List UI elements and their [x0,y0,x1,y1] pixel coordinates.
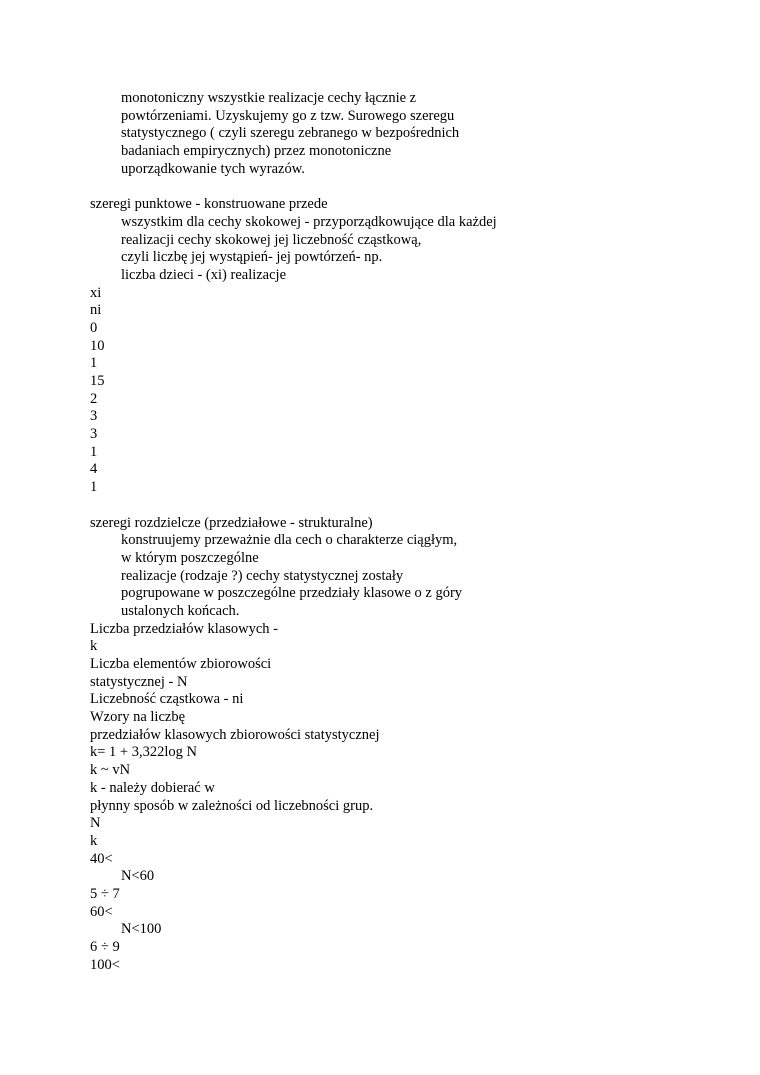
table-cell: 3 [90,408,98,425]
text-line: płynny sposób w zależności od liczebności grup. [90,797,374,814]
table-cell: 2 [90,390,98,407]
k-table [90,815,690,974]
formula-line: k= 1 + 3,322log N [90,744,197,761]
text-line: powtórzeniami. Uzyskujemy go z tzw. Surowego szeregu [121,107,455,124]
text-line: statystycznej - N [90,673,188,690]
text-line: k [90,638,98,655]
text-line: pogrupowane w poszczególne przedziały klasowe o z góry [121,585,463,602]
formula-line: k ~ vN [90,762,131,779]
text-line: liczba dzieci - (xi) realizacje [121,266,287,283]
table-cell: 4 [90,461,98,478]
section-punktowe [90,196,690,497]
table-header-cell: k [90,832,98,849]
table-cell: 10 [90,337,105,354]
frequency-table [90,285,690,497]
table-cell: N<100 [121,921,162,938]
table-cell: 0 [90,319,98,336]
text-line: badaniach empirycznych) przez monotoniczne [121,143,392,160]
table-header-cell: xi [90,284,102,301]
text-line: statystycznego ( czyli szeregu zebranego w bezpośrednich [121,125,460,142]
table-cell: 1 [90,443,98,460]
table-cell: 1 [90,355,98,372]
section-heading: szeregi rozdzielcze (przedziałowe - strukturalne) [90,514,373,531]
table-cell: N<60 [121,868,155,885]
spacer [90,497,690,515]
table-cell: 15 [90,373,105,389]
table-cell: 1 [90,479,98,496]
text-line: uporządkowanie tych wyrazów. [121,160,305,177]
page-content [90,90,690,974]
text-line: Liczebność cząstkowa - ni [90,691,244,708]
intro-paragraph [90,90,690,178]
section-rozdzielcze [90,515,690,621]
table-cell: 5 ÷ 7 [90,885,120,902]
section-heading: szeregi punktowe - konstruowane przede [90,196,328,213]
text-line: w którym poszczególne [121,549,259,566]
text-line: realizacji cechy skokowej jej liczebność cząstkową, [121,231,422,248]
text-line: ustalonych końcach. [121,602,240,619]
text-line: Liczba przedziałów klasowych - [90,620,279,637]
text-line: wszystkim dla cechy skokowej - przyporządkowujące dla każdej [121,213,497,230]
table-cell: 3 [90,426,98,443]
table-header-cell: N [90,815,101,832]
definitions [90,621,690,816]
text-line: realizacje (rodzaje ?) cechy statystycznej zostały [121,567,404,584]
text-line: monotoniczny wszystkie realizacje cechy łącznie z [121,90,417,106]
table-cell: 6 ÷ 9 [90,939,120,955]
text-line: konstruujemy przeważnie dla cech o charakterze ciągłym, [121,532,458,549]
spacer [90,178,690,196]
text-line: k - należy dobierać w [90,779,215,796]
table-cell: 100< [90,956,120,973]
text-line: Wzory na liczbę [90,709,186,726]
table-cell: 60< [90,903,113,920]
text-line: czyli liczbę jej wystąpień- jej powtórzeń- np. [121,249,383,266]
text-line: Liczba elementów zbiorowości [90,656,272,672]
table-header-cell: ni [90,302,102,319]
text-line: przedziałów klasowych zbiorowości statystycznej [90,726,380,743]
table-cell: 40< [90,850,113,867]
